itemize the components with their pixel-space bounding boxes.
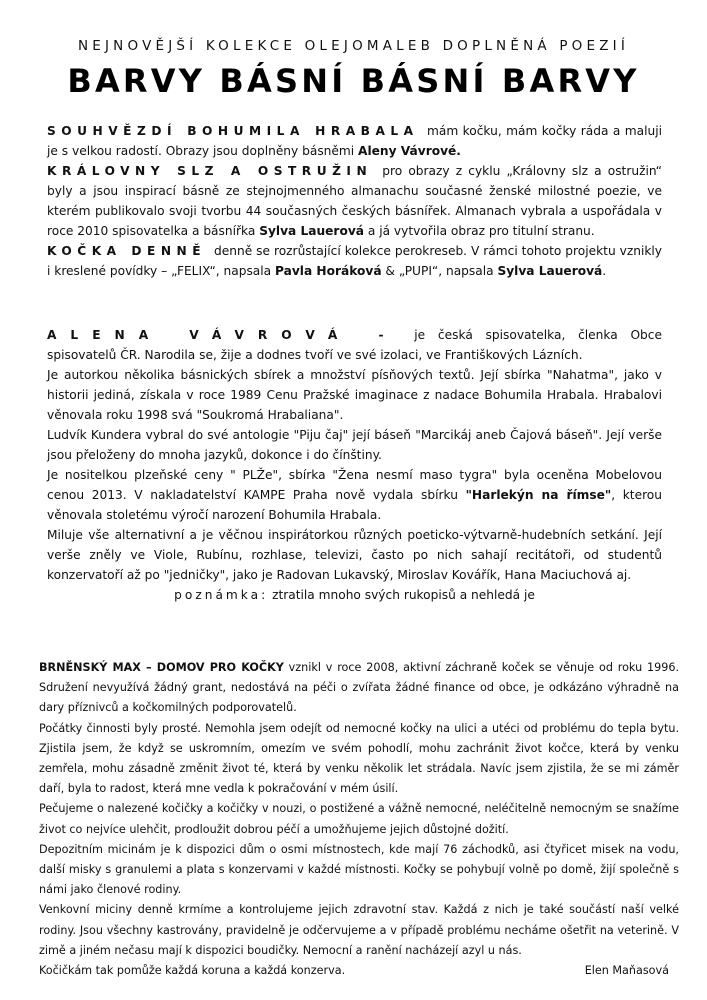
- note-text: ztratila mnoho svých rukopisů a nehledá je: [268, 588, 535, 602]
- collection-kralovny: [47, 161, 662, 241]
- author-name: Aleny Vávrové.: [358, 144, 461, 158]
- collection-heading: KOČKA DENNĚ: [47, 244, 207, 258]
- author-note: [47, 585, 662, 605]
- author-name: Pavla Horáková: [275, 264, 382, 278]
- collection-kocka: [47, 241, 662, 281]
- book-title: "Harlekýn na římse": [465, 488, 612, 502]
- collections-section: [47, 121, 662, 281]
- author-paragraph: Ludvík Kundera vybral do své antologie "Piju čaj" její báseň "Marcikáj aneb Čajová báseň". Její verše jsou přeloženy do mnoha jazyků, dokonce i do čínštiny.: [47, 428, 662, 462]
- author-heading: ALENA VÁVROVÁ -: [47, 328, 398, 342]
- author-section: [47, 325, 662, 605]
- collection-text: a já vytvořila obraz pro titulní stranu.: [363, 224, 595, 238]
- note-label: poznámka:: [174, 588, 269, 602]
- shelter-section: [39, 658, 679, 981]
- shelter-paragraph: Depozitním micinám je k dispozici dům o osmi místnostech, kde mají 76 záchodků, asi čtyřicet misek na vodu, další misky s granulemi a plata s konzervami v každé místnosti. Kočky se pohybují volně po domě, žijí společně s námi jako členové rodiny.: [39, 842, 679, 897]
- closing-text: Kočičkám tak pomůže každá koruna a každá konzerva.: [39, 964, 346, 978]
- collection-heading: KRÁLOVNY SLZ A OSTRUŽIN: [47, 164, 373, 178]
- signature: Elen Maňasová: [584, 964, 669, 978]
- page-subtitle: NEJNOVĚJŠÍ KOLEKCE OLEJOMALEB DOPLNĚNÁ POEZIÍ: [77, 38, 630, 54]
- shelter-paragraph: Venkovní miciny denně krmíme a kontrolujeme jejich zdravotní stav. Každá z nich je také součástí naší velké rodiny. Jsou všechny kastrovány, pravidelně je odčervujeme a v případě problému necháme ošetřit na veterině. V zimě a jiném nečasu mají k dispozici boudičky. Nemocní a ranění nacházejí azyl u nás.: [39, 903, 679, 957]
- author-paragraph: Je autorkou několika básnických sbírek a množství písňových textů. Její sbírka "Nahatma", jako v historii jediná, získala v roce 1989 Cenu Pražské imaginace z nadace Bohumila Hrabala. Hrabalovi věnovala roku 1998 svá "Soukromá Hrabaliana".: [47, 368, 662, 422]
- shelter-intro: [39, 658, 679, 719]
- collection-souhvezdi: [47, 121, 662, 161]
- author-text: Je nositelkou plzeňské ceny " PLŽe", sbírka "Žena nesmí maso tygra" byla oceněna Mobelovou cenou 2013. V nakladatelství KAMPE Praha nově vydala sbírku: [47, 468, 662, 502]
- collection-heading: SOUHVĚZDÍ BOHUMILA HRABALA: [47, 124, 419, 138]
- author-paragraph: Miluje vše alternativní a je věčnou inspirátorkou různých poeticko-výtvarně-hudebních setkání. Její verše zněly ve Viole, Rubínu, rozhlase, televizi, často po nich sahají recitátoři, od studentů konzervatoří až po "jedničky", jako je Radovan Lukavský, Miroslav Kovářík, Hana Maciuchová aj.: [47, 528, 662, 582]
- shelter-heading: BRNĚNSKÝ MAX – DOMOV PRO KOČKY: [39, 661, 284, 674]
- author-text: , kterou věnovala stoletému výročí narození Bohumila Hrabala.: [47, 488, 662, 522]
- shelter-paragraph: Pečujeme o nalezené kočičky a kočičky v nouzi, o postižené a vážně nemocné, neléčitelně nemocným se snažíme život co nejvíce ulehčit, prodloužit dobrou péčí a umožňujeme jejich důstojné dožití.: [39, 802, 679, 836]
- closing-row: [39, 961, 679, 981]
- collection-text: mám kočku, mám kočky ráda a maluji je s velkou radostí. Obrazy jsou doplněny básněmi: [47, 124, 662, 158]
- author-name: Sylva Lauerová: [259, 224, 364, 238]
- collection-text: .: [602, 264, 607, 278]
- author-intro: [47, 325, 662, 365]
- collection-text: pro obrazy z cyklu „Královny slz a ostružin“ byly a jsou inspirací básně ze stejnojmenného almanachu současné ženské milostné poezie, ve kterém publikovalo svoji tvorbu 44 současných českých básnířek. Almanach vybrala a uspořádala v roce 2010 spisovatelka a básnířka: [47, 164, 663, 238]
- collection-text: & „PUPI“, napsala: [381, 264, 498, 278]
- page-title: BARVY BÁSNÍ BÁSNÍ BARVY: [67, 62, 640, 100]
- author-paragraph: [47, 465, 662, 525]
- collection-text: denně se rozrůstající kolekce perokreseb. V rámci tohoto projektu vznikly i kreslené povídky – „FELIX“, napsala: [47, 244, 662, 278]
- shelter-paragraph: Počátky činnosti byly prosté. Nemohla jsem odejít od nemocné kočky na ulici a utéci od problému do tepla bytu. Zjistila jsem, že když se uskromním, omezím ve svém pohodlí, mohu zachránit život kočce, která by venku zemřela, mohu zásadně změnit život té, která by venku několik let strádala. Navíc jsem zjistila, že se mi záměr daří, byla to radost, která mne vedla k pokračování v mém úsilí.: [39, 721, 679, 796]
- author-text: je česká spisovatelka, členka Obce spisovatelů ČR. Narodila se, žije a dodnes tvoří ve své izolaci, ve Františkových Lázních.: [47, 328, 662, 362]
- shelter-text: vznikl v roce 2008, aktivní záchraně koček se věnuje od roku 1996. Sdružení nevyužívá žádný grant, nedostává na péči o zvířata žádné finance od obce, je odkázáno výhradně na dary příznivců a kočkomilných podporovatelů.: [39, 661, 679, 715]
- author-name: Sylva Lauerová: [497, 264, 603, 278]
